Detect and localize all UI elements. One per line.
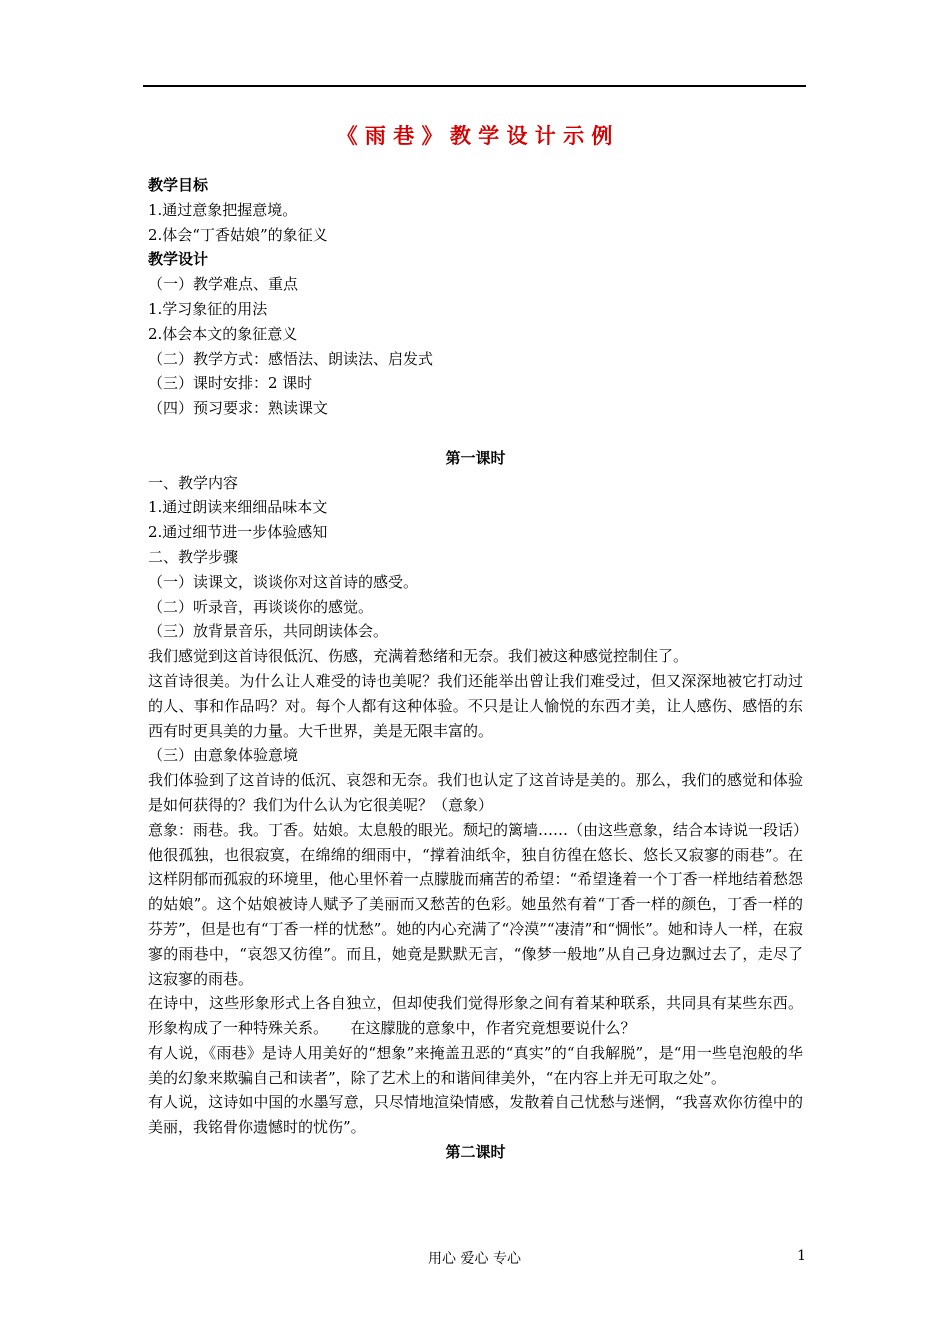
text-line: 有人说，《雨巷》是诗人用美好的“想象”来掩盖丑恶的“真实”的“自我解脱”，是“用一些皂泡般的华美的幻象来欺骗自己和读者”，除了艺术上的和谐间律美外，“在内容上并无可取之处”。 (148, 1043, 803, 1087)
text-line: 二、教学步骤 (148, 547, 239, 566)
text-line: 这首诗很美。为什么让人难受的诗也美呢？我们还能举出曾让我们难受过，但又深深地被它打动过的人、事和作品吗？对。每个人都有这种体验。不只是让人愉悦的东西才美，让人感伤、感悟的东西有时更具美的力量。大千世界，美是无限丰富的。 (148, 671, 803, 740)
text-line: 2.体会“丁香姑娘”的象征义 (148, 225, 328, 244)
section-heading: 教学目标 (148, 176, 209, 194)
text-line: 有人说，这诗如中国的水墨写意，只尽情地渲染情感，发散着自己忧愁与迷惘，“我喜欢你彷徨中的美丽，我铭骨你遗憾时的忧伤”。 (148, 1093, 803, 1137)
lesson-heading: 第一课时 (445, 448, 506, 467)
page-number: 1 (797, 1248, 806, 1264)
text-line: 在诗中，这些形象形式上各自独立，但却使我们觉得形象之间有着某种联系，共同具有某些东西。形象构成了一种特殊关系。 在这朦胧的意象中，作者究竟想要说什么？ (148, 994, 803, 1038)
text-line: （三）放背景音乐，共同朗读体会。 (148, 622, 389, 641)
text-line: （三）课时安排：2 课时 (148, 374, 313, 393)
text-line: （二）听录音，再谈谈你的感觉。 (148, 597, 374, 616)
document-body (148, 173, 809, 1165)
text-line: （二）教学方式：感悟法、朗读法、启发式 (148, 349, 434, 368)
text-line: 2.通过细节进一步体验感知 (148, 523, 328, 542)
text-line: 2.体会本文的象征意义 (148, 324, 298, 343)
lesson-heading: 第二课时 (445, 1143, 506, 1162)
text-line: （三）由意象体验意境 (148, 746, 299, 765)
footer-slogan: 用心 爱心 专心 (428, 1251, 521, 1267)
text-line: （一）读课文，谈谈你对这首诗的感受。 (148, 572, 419, 591)
page-title: 《 雨 巷 》 教 学 设 计 示 例 (336, 123, 613, 148)
text-line: 意象：雨巷。我。丁香。姑娘。太息般的眼光。颓圮的篱墙……（由这些意象，结合本诗说一段话） (148, 820, 809, 839)
text-line: 1.通过朗读来细细品味本文 (148, 498, 328, 517)
text-line: 我们感觉到这首诗很低沉、伤感，充满着愁绪和无奈。我们被这种感觉控制住了。 (148, 647, 689, 666)
header-rule (143, 85, 806, 87)
text-line: 我们体验到了这首诗的低沉、哀怨和无奈。我们也认定了这首诗是美的。那么，我们的感觉和体验是如何获得的？我们为什么认为它很美呢？（意象） (148, 771, 803, 814)
spacer (148, 421, 803, 446)
text-line: 1.学习象征的用法 (148, 299, 268, 318)
text-line: 一、教学内容 (148, 473, 239, 492)
section-heading: 教学设计 (148, 250, 209, 269)
text-line: （四）预习要求：熟读课文 (148, 399, 329, 418)
text-line: 1.通过意象把握意境。 (148, 200, 298, 219)
text-line: 他很孤独，也很寂寞，在绵绵的细雨中，“撑着油纸伞，独自彷徨在悠长、悠长又寂寥的雨巷”。在这样阴郁而孤寂的环境里，他心里怀着一点朦胧而痛苦的希望：“希望逢着一个丁香一样地结着愁怨的姑娘”。这个姑娘被诗人赋予了美丽而又愁苦的色彩。她虽然有着“丁香一样的颜色，丁香一样的芬芳”，但是也有“丁香一样的忧愁”。她的内心充满了“冷漠”“凄清”和“惆怅”。她和诗人一样，在寂寥的雨巷中，“哀怨又彷徨”。而且，她竟是默默无言，“像梦一般地”从自己身边飘过去了，走尽了这寂寥的雨巷。 (148, 845, 803, 988)
text-line: （一）教学难点、重点 (148, 275, 299, 294)
